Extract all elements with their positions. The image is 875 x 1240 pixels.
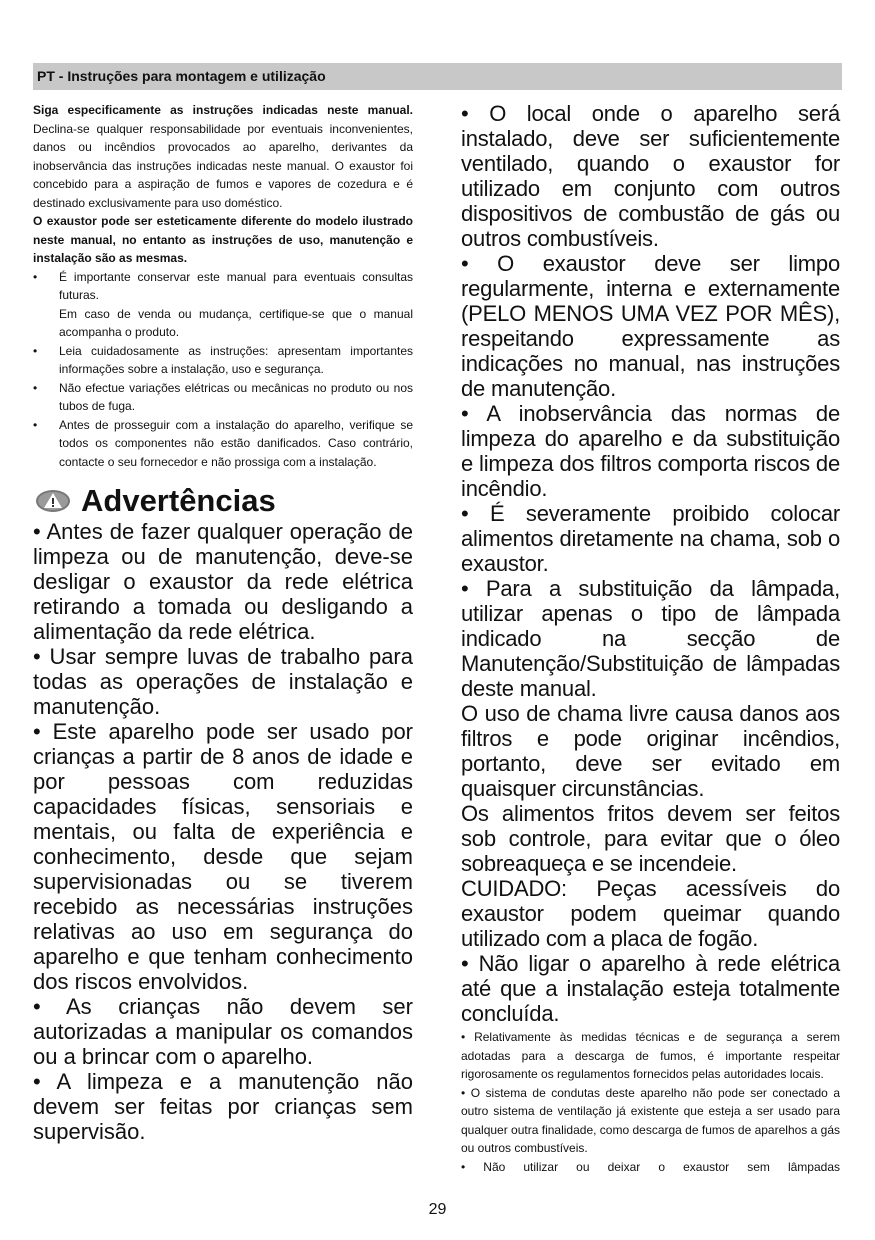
page-number: 29 [428, 1201, 447, 1218]
intro-bold-lead: Siga especificamente as instruções indicadas neste manual. [33, 103, 413, 117]
warning-icon [35, 489, 71, 513]
warning-paragraph: • Não ligar o aparelho à rede elétrica até que a instalação esteja totalmente concluída. [461, 951, 840, 1026]
intro-paragraph [33, 101, 413, 212]
warnings-right-block [461, 101, 840, 1026]
section-header-title: PT - Instruções para montagem e utilização [37, 68, 326, 84]
intro-bullet-item: • Não efectue variações elétricas ou mecânicas no produto ou nos tubos de fuga. [33, 379, 413, 416]
intro-block [33, 101, 413, 471]
warning-paragraph: • A limpeza e a manutenção não devem ser feitas por crianças sem supervisão. [33, 1069, 413, 1144]
warning-paragraph: • As crianças não devem ser autorizadas a manipular os comandos ou a brincar com o aparelho. [33, 994, 413, 1069]
warning-paragraph: • Usar sempre luvas de trabalho para todas as operações de instalação e manutenção. [33, 644, 413, 719]
warning-paragraph: • O exaustor deve ser limpo regularmente, interna e externamente (PELO MENOS UMA VEZ POR MÊS), respeitando expressamente as indicações no manual, nas instruções de manutenção. [461, 251, 840, 401]
warnings-heading [33, 485, 413, 517]
warning-paragraph: • É severamente proibido colocar alimentos diretamente na chama, sob o exaustor. [461, 501, 840, 576]
intro-bullet-item: • Leia cuidadosamente as instruções: apresentam importantes informações sobre a instalação, uso e segurança. [33, 342, 413, 379]
warning-paragraph: O uso de chama livre causa danos aos filtros e pode originar incêndios, portanto, deve ser evitado em quaisquer circunstâncias. [461, 701, 840, 801]
intro-bullet-item: • É importante conservar este manual para eventuais consultas futuras. Em caso de venda ou mudança, certifique-se que o manual acompanha o produto. [33, 268, 413, 342]
warnings-title: Advertências [81, 483, 276, 518]
warning-small-paragraph: • O sistema de condutas deste aparelho não pode ser conectado a outro sistema de ventilação já existente que esteja a ser usado para qualquer outra finalidade, como descarga de fumos de aparelhos a gás ou outros combustíveis. [461, 1085, 840, 1155]
warning-small-paragraph: • Não utilizar ou deixar o exaustor sem lâmpadas [461, 1159, 840, 1174]
left-column [33, 101, 413, 1144]
section-header [33, 63, 842, 90]
intro-bullet-list [33, 268, 413, 472]
warning-paragraph: • O local onde o aparelho será instalado, deve ser suficientemente ventilado, quando o exaustor for utilizado em conjunto com outros dispositivos de combustão de gás ou outros combustíveis. [461, 101, 840, 251]
right-column [461, 101, 840, 1176]
warning-paragraph: • Este aparelho pode ser usado por crianças a partir de 8 anos de idade e por pessoas com reduzidas capacidades físicas, sensoriais e mentais, ou falta de experiência e conhecimento, desde que sejam supervisionadas ou se tiverem recebido as necessárias instruções relativas ao uso em segurança do aparelho e que tenham conhecimento dos riscos envolvidos. [33, 719, 413, 994]
intro-text: Declina-se qualquer responsabilidade por eventuais inconvenientes, danos ou incêndios provocados ao aparelho, derivantes da inobservância das instruções indicadas neste manual. O exaustor foi concebido para a aspiração de fumos e vapores de cozedura e é destinado exclusivamente para uso doméstico. [33, 121, 413, 210]
warning-small-paragraph: • Relativamente às medidas técnicas e de segurança a serem adotadas para a descarga de fumos, é importante respeitar rigorosamente os regulamentos fornecidos pelas autoridades locais. [461, 1030, 840, 1081]
warnings-right-small-block [461, 1028, 840, 1176]
intro-bullet-item: • Antes de prosseguir com a instalação do aparelho, verifique se todos os componentes não estão danificados. Caso contrário, contacte o seu fornecedor e não prossiga com a instalação. [33, 416, 413, 472]
warning-paragraph: CUIDADO: Peças acessíveis do exaustor podem queimar quando utilizado com a placa de fogão. [461, 876, 840, 951]
warnings-left-block [33, 519, 413, 1144]
warning-paragraph: • A inobservância das normas de limpeza do aparelho e da substituição e limpeza dos filtros comporta riscos de incêndio. [461, 401, 840, 501]
warning-paragraph: • Para a substituição da lâmpada, utilizar apenas o tipo de lâmpada indicado na secção de Manutenção/Substituição de lâmpadas deste manual. [461, 576, 840, 701]
warning-paragraph: • Antes de fazer qualquer operação de limpeza ou de manutenção, deve-se desligar o exaustor da rede elétrica retirando a tomada ou desligando a alimentação da rede elétrica. [33, 519, 413, 644]
intro-bold-note: O exaustor pode ser esteticamente diferente do modelo ilustrado neste manual, no entanto as instruções de uso, manutenção e instalação são as mesmas. [33, 214, 413, 265]
warning-paragraph: Os alimentos fritos devem ser feitos sob controle, para evitar que o óleo sobreaqueça e se incendeie. [461, 801, 840, 876]
